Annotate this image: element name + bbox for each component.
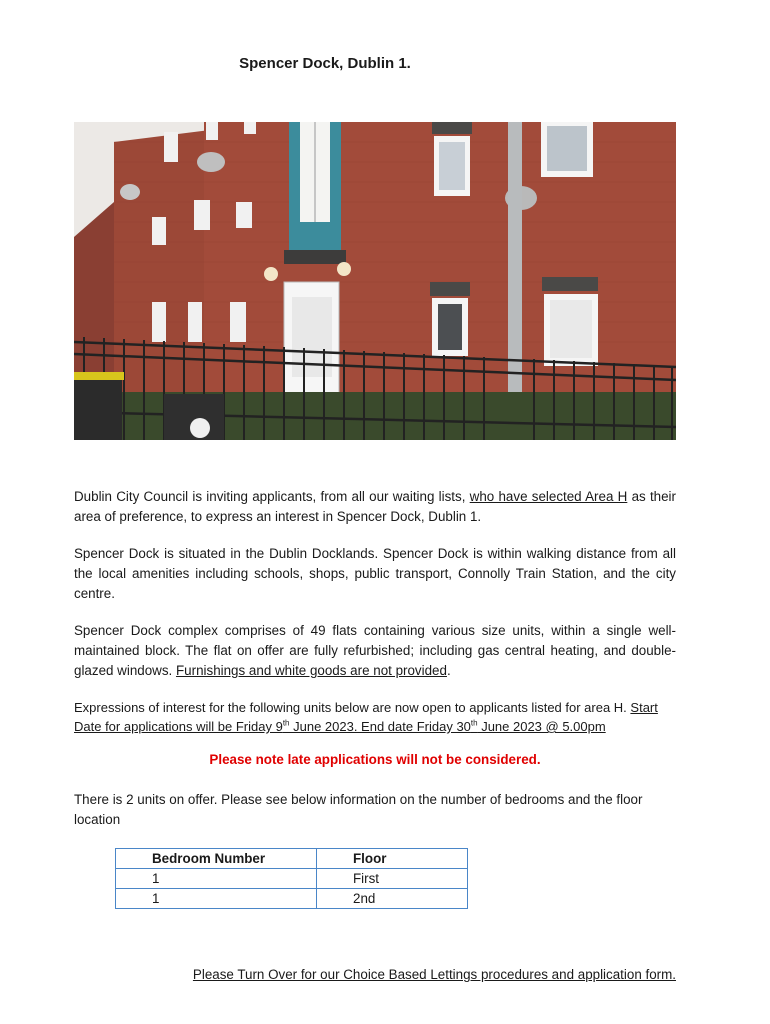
end-date-text: June 2023. End date Friday 30 [289,719,471,734]
floor-cell: First [317,869,468,889]
intro-tail: as their area of preference, to express an interest in Spencer Dock, Dublin 1. [74,489,676,524]
end-date-time: June 2023 @ 5.00pm [477,719,606,734]
bedroom-cell: 1 [116,889,317,909]
floor-cell: 2nd [317,889,468,909]
expressions-text: Expressions of interest for the following units below are now open to applicants listed for area H. [74,700,631,715]
end-date-suffix: th [470,718,478,728]
complex-text: Spencer Dock complex comprises of 49 flats containing various size units, within a single well-maintained block. The flat on offer are fully refurbished; including gas central heating, and double-glazed windows. [74,623,676,678]
late-applications-notice: Please note late applications will not be considered. [209,752,541,767]
complex-paragraph [74,621,676,681]
location-paragraph: Spencer Dock is situated in the Dublin Docklands. Spencer Dock is within walking distance from all the local amenities including schools, shops, public transport, Connolly Train Station, and the city centre. [74,546,676,601]
table-row [116,889,468,909]
furnishings-notice: Furnishings and white goods are not provided [175,663,447,678]
units-table [115,848,468,909]
complex-tail: . [446,663,451,678]
start-date-text: Start Date for applications will be Friday 9 [74,700,658,734]
table-row [116,869,468,889]
brick-building-image [74,122,676,440]
units-paragraph: There is 2 units on offer. Please see below information on the number of bedrooms and the floor location [74,792,643,827]
header-floor: Floor [317,849,468,869]
intro-paragraph [74,487,676,527]
expressions-paragraph [74,698,676,736]
start-date-suffix: th [282,718,290,728]
turn-over-notice: Please Turn Over for our Choice Based Lettings procedures and application form. [192,967,676,982]
building-photo [74,122,676,440]
header-bedroom-number: Bedroom Number [116,849,317,869]
table-header-row [116,849,468,869]
document-title: Spencer Dock, Dublin 1. [239,55,411,72]
intro-area-highlight: who have selected Area H [469,489,628,504]
intro-text: Dublin City Council is inviting applicants, from all our waiting lists, [74,489,470,504]
bedroom-cell: 1 [116,869,317,889]
